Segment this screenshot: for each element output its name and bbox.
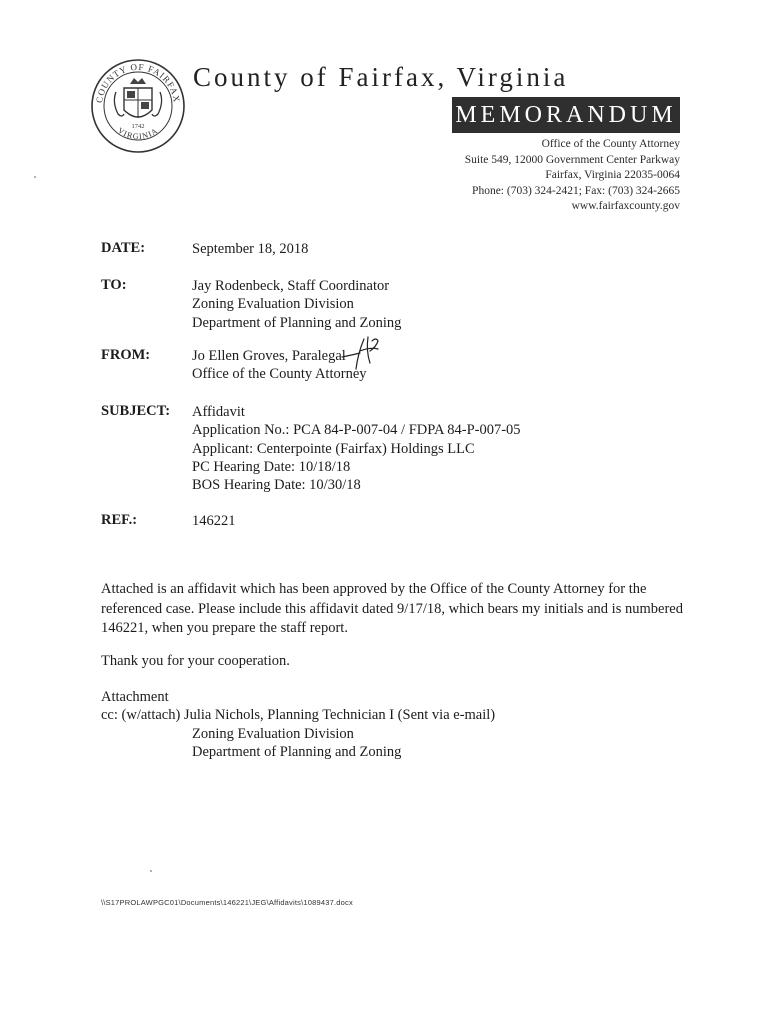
to-line: Department of Planning and Zoning	[192, 314, 402, 331]
subject-line: Affidavit	[192, 404, 245, 420]
handwritten-initials	[338, 335, 388, 375]
subject-line: Application No.: PCA 84-P-007-04 / FDPA 84-P-007-05	[192, 422, 521, 439]
memorandum-banner: MEMORANDUM	[452, 97, 680, 133]
attachment-label: Attachment	[101, 689, 169, 705]
county-seal-logo	[90, 58, 186, 154]
subject-line: BOS Hearing Date: 10/30/18	[192, 477, 361, 494]
office-line: Fairfax, Virginia 22035-0064	[545, 169, 680, 182]
to-line: Jay Rodenbeck, Staff Coordinator	[192, 278, 390, 294]
date-label: DATE:	[101, 240, 146, 256]
thanks-line: Thank you for your cooperation.	[101, 653, 290, 669]
ref-label: REF.:	[101, 512, 138, 528]
subject-label: SUBJECT:	[101, 403, 171, 419]
scan-speck	[34, 176, 36, 178]
from-line: Office of the County Attorney	[192, 366, 367, 383]
to-value	[192, 277, 401, 332]
cc-line: Department of Planning and Zoning	[192, 743, 402, 760]
to-line: Zoning Evaluation Division	[192, 296, 354, 313]
office-address-block	[465, 137, 680, 215]
scan-speck	[150, 870, 152, 872]
cc-line: cc: (w/attach) Julia Nichols, Planning Technician I (Sent via e-mail)	[101, 707, 496, 724]
subject-line: Applicant: Centerpointe (Fairfax) Holdings LLC	[192, 440, 475, 457]
subject-line: PC Hearing Date: 10/18/18	[192, 458, 351, 475]
to-label: TO:	[101, 277, 127, 293]
county-title: County of Fairfax, Virginia	[193, 62, 569, 92]
date-value: September 18, 2018	[192, 241, 309, 257]
office-website: www.fairfaxcounty.gov	[571, 200, 680, 213]
attachment-block	[101, 688, 495, 761]
body-paragraph: Attached is an affidavit which has been approved by the Office of the County Attorney for the referenced case. Please include this affidavit dated 9/17/18, which bears my initials and is numbered 146221, when you prepare the staff report.	[101, 581, 683, 636]
seal-bottom-text: VIRGINIA	[116, 125, 160, 142]
from-line: Jo Ellen Groves, Paralegal	[192, 348, 346, 364]
office-line: Phone: (703) 324-2421; Fax: (703) 324-2665	[472, 184, 680, 197]
subject-value	[192, 403, 521, 494]
office-line: Office of the County Attorney	[541, 138, 680, 150]
cc-line: Zoning Evaluation Division	[192, 725, 354, 742]
from-label: FROM:	[101, 347, 151, 363]
document-path: \\S17PROLAWPGC01\Documents\146221\JEG\Affidavits\1089437.docx	[101, 898, 353, 907]
office-line: Suite 549, 12000 Government Center Parkway	[464, 153, 680, 166]
seal-year: 1742	[131, 123, 145, 130]
seal-top-text: COUNTY OF FAIRFAX	[94, 61, 182, 104]
ref-value: 146221	[192, 513, 236, 529]
